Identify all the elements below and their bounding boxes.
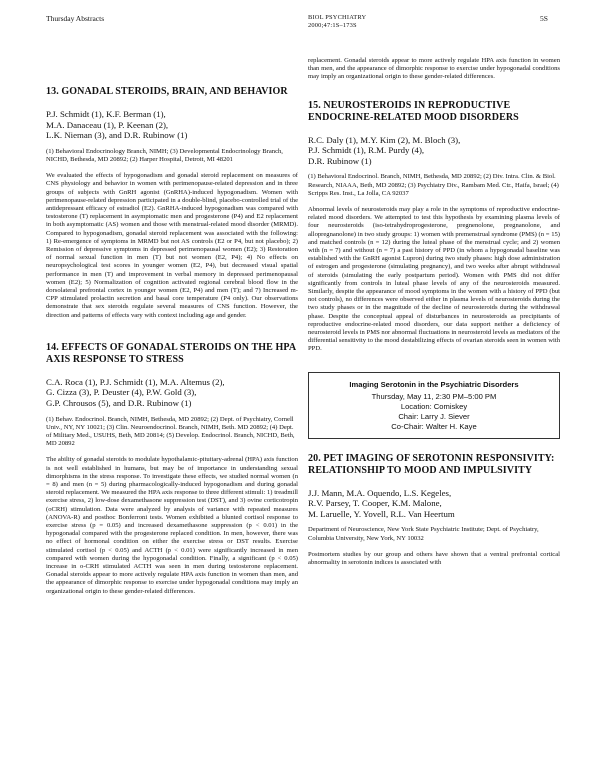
abstract-13: [46, 86, 298, 320]
abstract-14-continued: replacement. Gonadal steroids appear to more actively regulate HPA axis function in women than men, and the appearance of dimorphic response to exercise under hypogonadal conditions may imply an organizational origin to these gender-related differences.: [308, 57, 560, 81]
abstract-affiliation: (1) Behavioral Endocrinology Branch, NIMH; (3) Developmental Endocrinology Branch, NICHD, Bethesda, MD 20892; (2) Harper Hospital, Detroit, MI 48201: [46, 147, 283, 163]
author-line: L.K. Nieman (3), and D.R. Rubinow (1): [46, 130, 188, 141]
section-spacer: [308, 354, 560, 372]
running-header-journal: [308, 14, 366, 30]
section-spacer: [308, 82, 560, 100]
author-line: M.A. Danaceau (1), P. Keenan (2),: [46, 119, 169, 130]
session-box: [308, 372, 560, 439]
session-chair: Chair: Larry J. Siever: [398, 412, 470, 422]
author-line: C.A. Roca (1), P.J. Schmidt (1), M.A. Altemus (2),: [46, 376, 225, 387]
abstract-title: 13. GONADAL STEROIDS, BRAIN, AND BEHAVIOR: [46, 86, 288, 97]
abstract-title: 14. EFFECTS OF GONADAL STEROIDS ON THE HPA AXIS RESPONSE TO STRESS: [46, 341, 296, 365]
author-line: J.J. Mann, M.A. Oquendo, L.S. Kegeles,: [308, 487, 452, 498]
abstract-affiliation: Department of Neuroscience, New York State Psychiatric Institute; Dept. of Psychiatry, Columbia University, New York, NY 10032: [308, 526, 539, 542]
abstract-body: We evaluated the effects of hypogonadism and gonadal steroid replacement on measures of CNS physiology and behavior in women with perimenopause-related depression and in three groups of subjects with GnRH agonist (GnRHA)-induced hypogonadism. Women with perimenopause-related depression participated in a double-blind, placebo-controlled trial of the antidepressant efficacy of estradiol (E2). GnRHA-induced hypogonadism was compared with testosterone (T) replacement in asymptomatic men and progesterone (P4) and E2 replacement in both asymptomatic (AS) women and those with menstrual-related mood disorder (MRMD). Compared to hypogonadism, gonadal steroid replacement was associated with the following: 1) Re-emergence of symptoms in MRMD but not AS controls (E2 or P4, but not placebo); 2) Remission of depressive symptoms in depressed perimenopausal women (E2); 3) Restoration of normal sexual function in men (T) but not women (E2, P4); 4) No effects on neuropsychological test scores in younger women (E2, P4), but decreased visual spatial performance in men (T) and improvement in verbal memory in depressed perimenopausal women (E2); 5) Normalization of cognition activated regional cerebral blood flow in the dorsolateral prefrontal cortex in younger women (E2, P4) and men (T); and 7) Increased m-CPP stimulated prolactin secretion and basal core temperature (P4 only). Our observations demonstrate that sex steroids regulate several measures of CNS function. However, the direction and patterns of effects vary with context including age and gender.: [46, 172, 298, 319]
abstract-body: Postmortem studies by our group and others have shown that a ventral prefrontal cortical abnormality in serotonin indices is associated with: [308, 550, 560, 567]
abstract-authors: [308, 488, 560, 520]
abstract-authors: [46, 377, 298, 409]
page-number: 5S: [540, 14, 548, 23]
journal-name: BIOL PSYCHIATRY: [308, 14, 367, 21]
abstract-authors: [308, 135, 560, 167]
session-datetime: Thursday, May 11, 2:30 PM–5:00 PM: [371, 391, 497, 401]
author-line: G. Cizza (3), P. Deuster (4), P.W. Gold (3),: [46, 387, 197, 398]
author-line: R.V. Parsey, T. Cooper, K.M. Malone,: [308, 498, 442, 509]
session-location: Location: Comiskey: [400, 402, 468, 412]
abstract-15: [308, 100, 560, 354]
abstract-20: [308, 453, 560, 568]
abstract-body: Abnormal levels of neurosteroids may play a role in the symptoms of reproductive endocrine-related mood disorders. We attempted to test this hypothesis by examining plasma levels of four neurosteroids (iso-tetrahydroprogesterone, pregnenolone, pregnanolone, and allopregnanolone) in two study groups: 1) women with premenstrual syndrome (PMS) (n = 15) and matched controls (n = 12) during the luteal phase of the menstrual cycle; and 2) women with (n = 7) and without (n = 7) a past history of PPD (in whom a hypogonadal baseline was established with the GnRH agonist Lupron) during two study phases: high dose administration of estrogen and progesterone (simulating pregnancy), and two weeks after abrupt withdrawal of steroids (simulating the early postpartum period). Women with PMS did not differ significantly from controls in luteal phase levels of any of the neurosteroids measured. Similarly, despite the appearance of mood symptoms in the women with a history of PPD (but not controls), no differences were observed either in plasma levels of neurosteroids during the two study phases or in the magnitude of the decline of neurosteroids during the withdrawal phase. Despite the conceptual appeal of disturbances in neurosteroids as precipitants of reproductive endocrine-related mood disorders, our data support neither a deficiency of neurosteroid levels in PMS nor abnormal fluctuations in neurosteroid levels as mediators of the differential sensitivity to the mood destabilizing effects of ovarian steroids seen in women with PPD.: [308, 206, 560, 353]
author-line: P.J. Schmidt (1), R.M. Purdy (4),: [308, 145, 425, 156]
abstract-title: 20. PET IMAGING OF SEROTONIN RESPONSIVITY: RELATIONSHIP TO MOOD AND IMPULSIVITY: [308, 452, 555, 476]
abstract-14: [46, 342, 298, 596]
abstract-affiliation: (1) Behavioral Endocrinol. Branch, NIMH, Bethesda, MD 20892; (2) Div. Intra. Clin. & Biol. Research, NIAAA, Beth, MD 20892; (3) Psychiatry Div., Rambam Med. Ctr., Haifa, Israel; (4) Scripps Res. Inst., La Jolla, CA 92037: [308, 173, 559, 197]
left-column: [46, 86, 298, 596]
abstract-authors: [46, 109, 298, 141]
author-line: M. Laruelle, Y. Yovell, R.L. Van Heertum: [308, 508, 455, 519]
journal-citation: 2000;47:1S–173S: [308, 22, 357, 29]
section-spacer: [46, 320, 298, 342]
author-line: R.C. Daly (1), M.Y. Kim (2), M. Bloch (3),: [308, 134, 461, 145]
session-title: Imaging Serotonin in the Psychiatric Disorders: [349, 379, 519, 389]
abstract-title: 15. NEUROSTEROIDS IN REPRODUCTIVE ENDOCRINE-RELATED MOOD DISORDERS: [308, 99, 519, 123]
right-column: [308, 57, 560, 567]
author-line: P.J. Schmidt (1), K.F. Berman (1),: [46, 109, 166, 119]
abstract-body: The ability of gonadal steroids to modulate hypothalamic-pituitary-adrenal (HPA) axis function is not well established in humans, but may be of importance in understanding sexual dimorphisms in the stress response. To investigate these effects, we studied normal women (n = 8) and men (n = 5) during pharmacologically-induced hypogonadism and during gonadal steroid replacement. We measured the HPA axis response to three different stimuli: 1) treadmill exercise stress, 2) low-dose dexamethasone suppression test (DST), and 3) ovine corticotropin (oCRH) stimulation. Data were analyzed by analysis of variance with repeated measures (ANOVA-R) and posthoc Bonferroni tests. Women exhibited a blunted cortisol response to exercise stress (p = 0.05) and increased dexamethasone suppression (p < 0.01) in the hypogonadal compared with the progesterone replaced condition. In men, however, there was no effect of hormonal condition on either the exercise stress or DST results. Exercise stimulated cortisol (p < 0.05) and ACTH (p < 0.01) were significantly increased in men compared with women during the hypogonadal condition. Finally, a significant (p < 0.05) increase in o-CRH stimulated ACTH was seen in men during testosterone replacement. Gonadal steroids appear to more actively regulate HPA axis function in women than men, and the appearance of dimorphic response to exercise under hypogonadal conditions may imply an organizational origin to these gender-related differences.: [46, 456, 298, 595]
running-header-left: Thursday Abstracts: [46, 14, 105, 23]
abstract-affiliation: (1) Behav. Endocrinol. Branch, NIMH, Bethesda, MD 20892; (2) Dept. of Psychiatry, Cornell Univ., NY, NY 10021; (3) Clin. Neuroendocrinol. Branch, NIMH, Beth. MD 20892; (4) Dept. of Military Med., USUHS, Beth, MD 20814; (5) Develop. Endocrinol. Branch, NICHD, Beth, MD 20892: [46, 415, 295, 448]
author-line: G.P. Chrousos (5), and D.R. Rubinow (1): [46, 398, 192, 409]
session-cochair: Co-Chair: Walter H. Kaye: [391, 422, 477, 432]
author-line: D.R. Rubinow (1): [308, 155, 372, 166]
